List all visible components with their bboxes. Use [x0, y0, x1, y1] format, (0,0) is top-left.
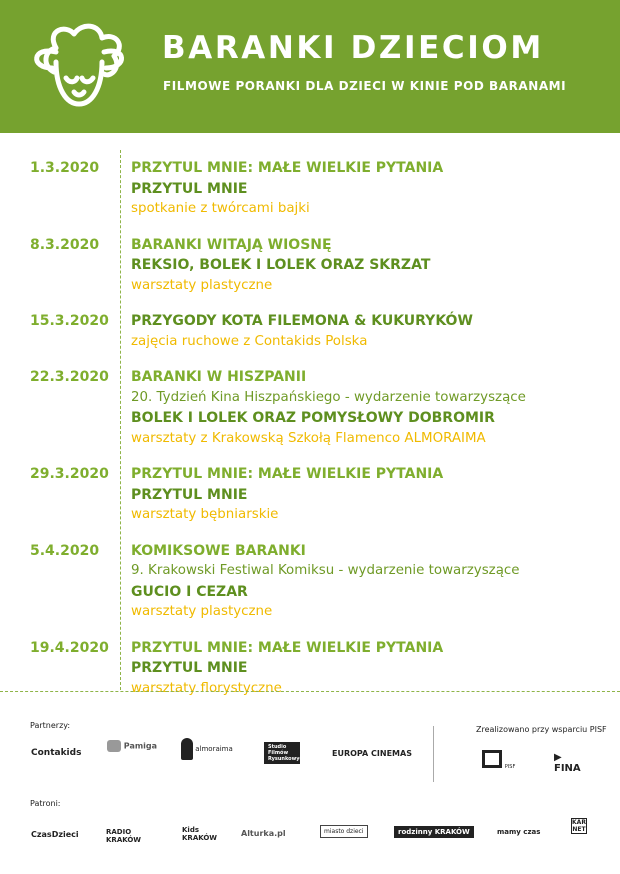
- event-workshop: warsztaty z Krakowską Szkołą Flamenco ALMORAIMA: [131, 430, 486, 446]
- event-item: [0, 235, 620, 297]
- event-item: [0, 367, 620, 449]
- event-workshop: warsztaty bębniarskie: [131, 507, 279, 522]
- fina-label: FINA: [554, 763, 581, 774]
- fina-logo: [554, 752, 581, 774]
- partners-label: Partnerzy:: [30, 721, 71, 730]
- play-icon: ▶: [554, 752, 562, 763]
- patron-logo-alturka: Alturka.pl: [241, 829, 286, 838]
- pisf-logo: [482, 750, 515, 770]
- partner-logo-europa-cinemas: EUROPA CINEMAS: [332, 749, 412, 758]
- header-banner: [0, 0, 620, 133]
- patron-logo-czasdzieci: CzasDzieci: [31, 830, 79, 839]
- event-film-title: PRZYTUL MNIE: [131, 660, 248, 676]
- event-series-title: BARANKI WITAJĄ WIOSNĘ: [131, 236, 332, 253]
- rodzinny-krakow-label: rodzinny KRAKÓW: [394, 826, 474, 838]
- miasto-dzieci-label: miasto dzieci: [320, 825, 368, 838]
- event-item: [0, 541, 620, 623]
- event-series-title: BARANKI W HISZPANII: [131, 369, 307, 385]
- partner-logo-almoraima: [181, 738, 233, 760]
- footer-divider: [433, 726, 434, 782]
- page-title: BARANKI DZIECIOM: [162, 30, 544, 66]
- support-label: Zrealizowano przy wsparciu PISF: [476, 725, 607, 734]
- event-workshop: zajęcia ruchowe z Contakids Polska: [131, 333, 368, 349]
- patron-logo-radio-krakow: RADIO KRAKÓW: [106, 828, 142, 844]
- partner-logo-sfr: [264, 742, 307, 764]
- patron-logo-mamy-czas: mamy czas: [497, 828, 541, 836]
- page-subtitle: FILMOWE PORANKI DLA DZIECI W KINIE POD BARANAMI: [163, 79, 567, 93]
- partner-logo-pamiga: [107, 740, 157, 752]
- sheep-logo-icon: [26, 16, 132, 112]
- event-date: 29.3.2020: [30, 466, 109, 482]
- event-film-title: PRZYGODY KOTA FILEMONA & KUKURYKÓW: [131, 313, 473, 329]
- patrons-label: Patroni:: [30, 799, 61, 808]
- event-date: 15.3.2020: [30, 313, 109, 329]
- event-film-title: BOLEK I LOLEK ORAZ POMYSŁOWY DOBROMIR: [131, 410, 495, 426]
- partner-almoraima-label: almoraima: [195, 745, 233, 753]
- patron-logo-miasto-dzieci: [320, 826, 368, 835]
- event-item: [0, 464, 620, 526]
- patron-logo-rodzinny-krakow: [394, 827, 474, 836]
- event-series-title: PRZYTUL MNIE: MAŁE WIELKIE PYTANIA: [131, 160, 444, 176]
- event-series-title: KOMIKSOWE BARANKI: [131, 542, 306, 559]
- event-date: 5.4.2020: [30, 542, 100, 559]
- horizontal-divider: [0, 691, 620, 692]
- event-film-title: PRZYTUL MNIE: [131, 180, 248, 197]
- flamenco-dancer-icon: [181, 738, 193, 760]
- pisf-label: PISF: [504, 764, 516, 770]
- event-item: [0, 638, 620, 700]
- event-item: [0, 311, 620, 352]
- event-item: [0, 158, 620, 220]
- event-list: [0, 158, 620, 714]
- event-workshop: warsztaty florystyczne: [131, 680, 282, 696]
- event-date: 22.3.2020: [30, 369, 109, 385]
- event-related-info: 20. Tydzień Kina Hiszpańskiego - wydarzenie towarzyszące: [131, 389, 526, 405]
- partner-sfr-label: Studio Filmów Rysunkowych: [264, 742, 300, 764]
- event-date: 1.3.2020: [30, 160, 100, 176]
- patron-logo-kids-krakow: Kids KRAKÓW: [182, 826, 218, 842]
- patron-logo-karnet: KARNET: [572, 819, 586, 833]
- event-date: 19.4.2020: [30, 639, 109, 656]
- pisf-icon: [482, 750, 502, 768]
- partner-logo-contakids: Contakids: [31, 748, 82, 758]
- event-film-title: GUCIO I CEZAR: [131, 583, 248, 600]
- event-series-title: PRZYTUL MNIE: MAŁE WIELKIE PYTANIA: [131, 466, 444, 482]
- event-workshop: spotkanie z twórcami bajki: [131, 201, 310, 216]
- event-related-info: 9. Krakowski Festiwal Komiksu - wydarzenie towarzyszące: [131, 563, 520, 578]
- event-film-title: REKSIO, BOLEK I LOLEK ORAZ SKRZAT: [131, 257, 431, 273]
- event-workshop: warsztaty plastyczne: [131, 277, 273, 293]
- event-date: 8.3.2020: [30, 236, 100, 253]
- event-film-title: PRZYTUL MNIE: [131, 486, 248, 503]
- event-workshop: warsztaty plastyczne: [131, 604, 273, 619]
- event-series-title: PRZYTUL MNIE: MAŁE WIELKIE PYTANIA: [131, 639, 444, 656]
- pamiga-icon: [107, 740, 121, 752]
- partner-pamiga-label: Pamiga: [123, 741, 158, 751]
